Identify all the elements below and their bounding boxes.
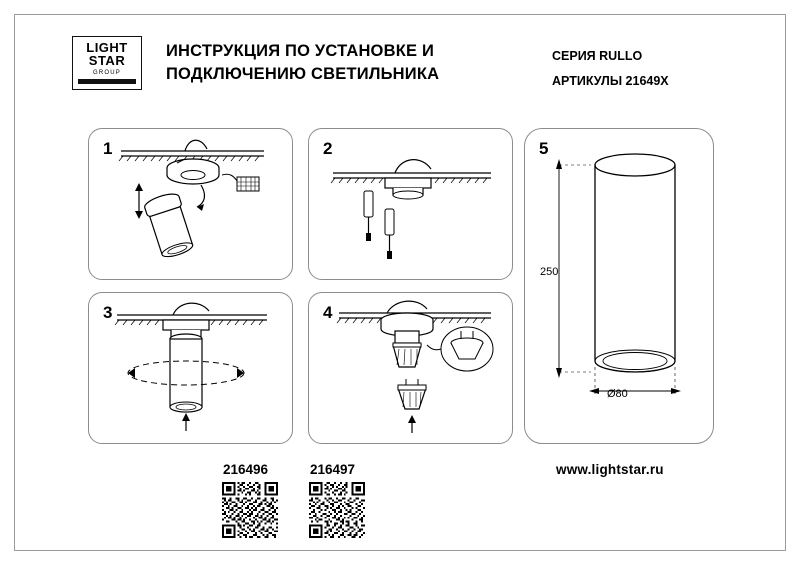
step-2-diagram bbox=[309, 129, 514, 281]
step-panel-1 bbox=[88, 128, 293, 280]
lightstar-logo bbox=[72, 36, 142, 90]
step-4-diagram bbox=[309, 293, 514, 445]
qr-code-2 bbox=[309, 482, 365, 538]
step-number-3: 3 bbox=[103, 303, 113, 322]
logo-line-1: LIGHT bbox=[86, 40, 128, 55]
step-number-4: 4 bbox=[323, 303, 333, 322]
dimension-diameter-label: Ø80 bbox=[607, 388, 628, 400]
logo-line-2: STAR bbox=[88, 53, 126, 68]
logo-line-3: GROUP bbox=[92, 70, 121, 76]
step-panel-2 bbox=[308, 128, 513, 280]
step-number-5: 5 bbox=[539, 139, 549, 158]
series-name: СЕРИЯ RULLO bbox=[552, 49, 643, 63]
dimension-height-label: 250 bbox=[540, 266, 559, 278]
product-code-1: 216496 bbox=[223, 462, 269, 477]
logo-bar bbox=[78, 79, 136, 84]
step-1-diagram bbox=[89, 129, 294, 281]
step-panel-4 bbox=[308, 292, 513, 444]
step-number-1: 1 bbox=[103, 139, 113, 158]
step-3-diagram bbox=[89, 293, 294, 445]
step-panel-3 bbox=[88, 292, 293, 444]
series-info bbox=[552, 44, 669, 94]
title-line-1: ИНСТРУКЦИЯ ПО УСТАНОВКЕ И bbox=[166, 42, 435, 60]
page-title bbox=[166, 40, 496, 86]
website-url[interactable]: www.lightstar.ru bbox=[556, 462, 664, 477]
step-number-2: 2 bbox=[323, 139, 333, 158]
title-line-2: ПОДКЛЮЧЕНИЮ СВЕТИЛЬНИКА bbox=[166, 65, 440, 83]
product-code-2: 216497 bbox=[310, 462, 356, 477]
series-article: АРТИКУЛЫ 21649X bbox=[552, 74, 669, 88]
qr-code-1 bbox=[222, 482, 278, 538]
